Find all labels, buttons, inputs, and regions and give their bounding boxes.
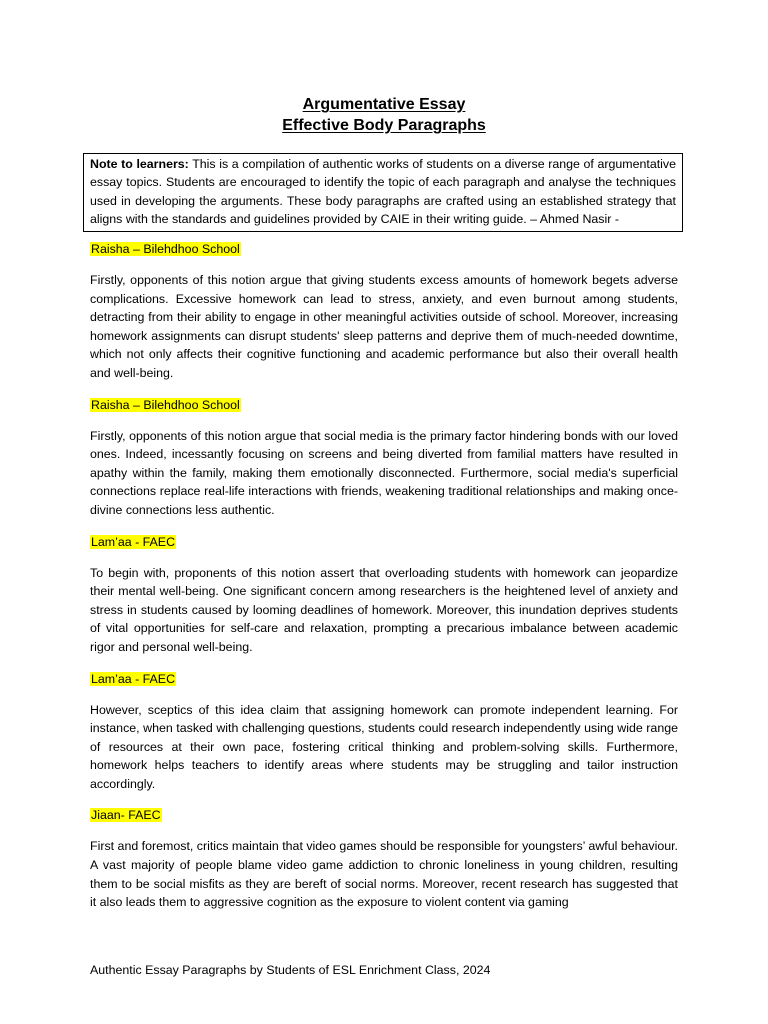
author-label xyxy=(90,240,678,258)
body-paragraph: Firstly, opponents of this notion argue that giving students excess amounts of homework begets adverse complications. Excessive homework can lead to stress, anxiety, and even burnout among students, detracting from their ability to engage in other meaningful activities outside of school. Moreover, increasing homework assignments can disrupt students' sleep patterns and deprive them of much-needed downtime, which not only affects their cognitive functioning and academic performance but also their overall health and well-being. xyxy=(90,273,678,380)
author-label xyxy=(90,396,678,414)
page-subtitle: Effective Body Paragraphs xyxy=(282,117,486,134)
author-highlight: Jiaan- FAEC xyxy=(91,808,161,823)
author-label xyxy=(90,533,678,551)
author-label xyxy=(90,806,678,824)
body-paragraph: First and foremost, critics maintain that video games should be responsible for youngsters’ awful behaviour. A vast majority of people blame video game addiction to chronic loneliness in young children, resulting them to be social misfits as they are bereft of social norms. Moreover, recent research has suggested that it also leads them to aggressive cognition as the exposure to violent content via gaming xyxy=(90,839,678,910)
author-highlight: Raisha – Bilehdhoo School xyxy=(91,242,240,256)
page-title: Argumentative Essay xyxy=(302,96,466,113)
paragraphs-content xyxy=(90,240,678,925)
note-text: This is a compilation of authentic works of students on a diverse range of argumentative essay topics. Students are encouraged to identify the topic of each paragraph and analyse the techniques used in developing the arguments. These body paragraphs are crafted using an established strategy that aligns with the standards and guidelines provided by CAIE in their writing guide. – Ahmed Nasir - xyxy=(90,157,676,227)
body-paragraph: However, sceptics of this idea claim that assigning homework can promote independent learning. For instance, when tasked with challenging questions, students could research independently using wide range of resources at their own pace, fostering critical thinking and problem-solving skills. Furthermore, homework helps teachers to identify areas where students may be struggling and tailor instruction accordingly. xyxy=(90,702,678,791)
author-highlight: Raisha – Bilehdhoo School xyxy=(91,397,240,412)
title-block xyxy=(0,94,768,136)
body-paragraph: To begin with, proponents of this notion assert that overloading students with homework can jeopardize their mental well-being. One significant concern among researchers is the heightened level of anxiety and stress in students caused by looming deadlines of homework. Moreover, this inundation deprives students of vital opportunities for self-care and relaxation, prompting a precarious imbalance between academic rigor and personal well-being. xyxy=(90,565,678,654)
author-highlight: Lam’aa - FAEC xyxy=(91,671,176,686)
note-to-learners-box xyxy=(83,153,683,232)
note-label: Note to learners: xyxy=(90,157,189,171)
page-footer: Authentic Essay Paragraphs by Students of ESL Enrichment Class, 2024 xyxy=(90,963,491,977)
body-paragraph: Firstly, opponents of this notion argue that social media is the primary factor hindering bonds with our loved ones. Indeed, incessantly focusing on screens and being diverted from familial matters have resulted in apathy within the family, making them emotionally disconnected. Furthermore, social media's superficial connections replace real-life interactions with friends, weakening traditional relationships and making once-divine connections less authentic. xyxy=(90,428,678,517)
author-label xyxy=(90,670,678,688)
author-highlight: Lam’aa - FAEC xyxy=(91,534,176,549)
